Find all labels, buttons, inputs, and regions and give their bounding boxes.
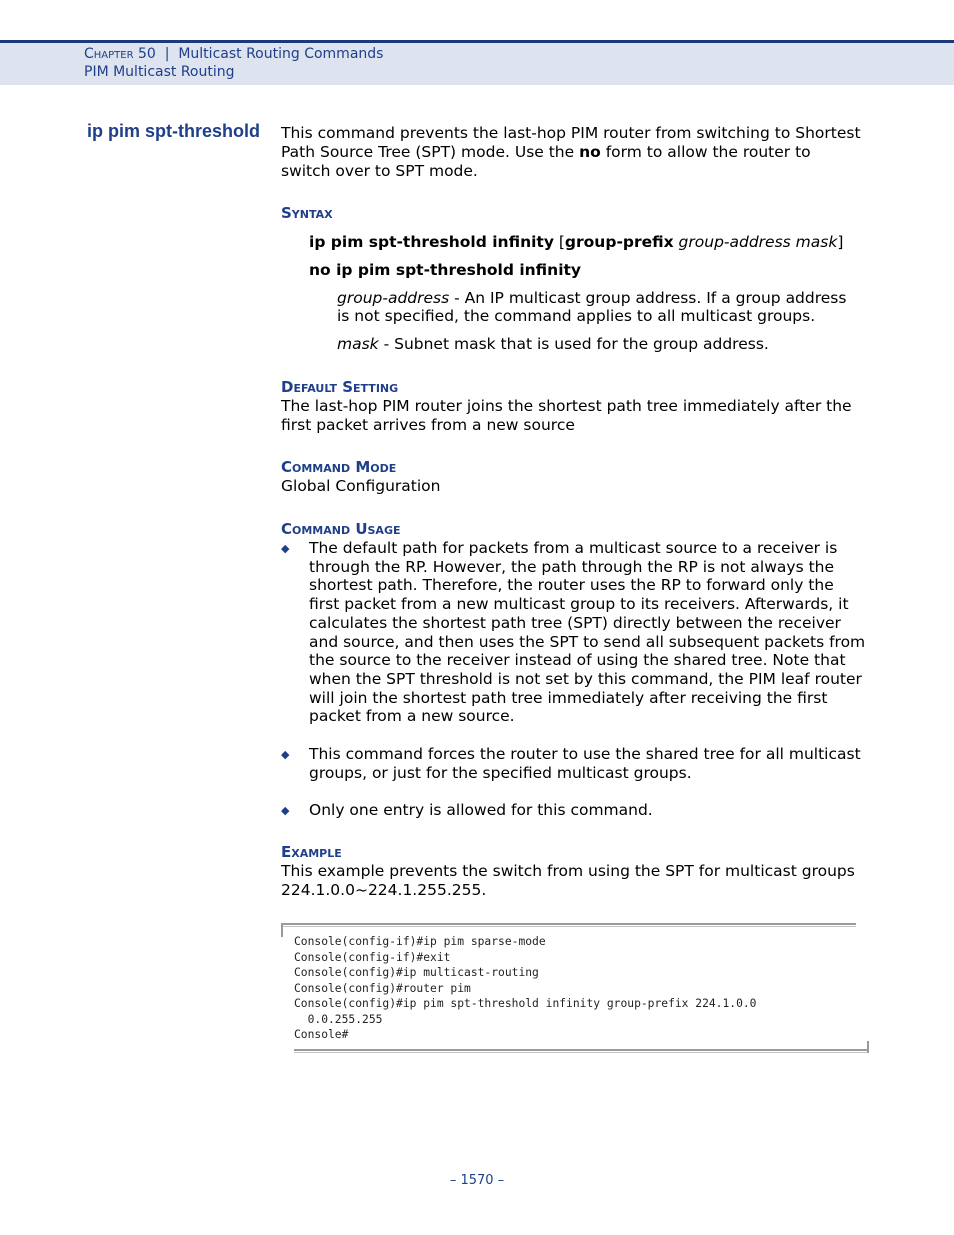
param-group-address: group-address - An IP multicast group address. If a group address [337, 289, 847, 307]
section-title: PIM Multicast Routing [84, 64, 235, 80]
chapter-header [84, 46, 383, 62]
chapter-title: Multicast Routing Commands [178, 46, 384, 62]
default-setting-line-2: first packet arrives from a new source [281, 416, 575, 434]
default-setting-heading: Default Setting [281, 378, 399, 396]
usage-bullet-3: Only one entry is allowed for this command. [309, 801, 653, 819]
code-block [294, 934, 757, 1043]
diamond-bullet-icon: ◆ [281, 748, 290, 761]
default-setting-line-1: The last-hop PIM router joins the shortest path tree immediately after the [281, 397, 852, 415]
usage-bullet-2: This command forces the router to use the shared tree for all multicast groups, or just for the specified multicast groups. [309, 745, 861, 782]
syntax-line-1: ip pim spt-threshold infinity [group-prefix group-address mask] [309, 233, 844, 251]
param-mask: mask - Subnet mask that is used for the group address. [337, 335, 769, 353]
command-mode-text: Global Configuration [281, 477, 441, 495]
code-line: Console(config)#router pim [294, 981, 471, 995]
example-line-1: This example prevents the switch from using the SPT for multicast groups [281, 862, 855, 880]
chapter-number: Chapter 50 [84, 46, 156, 62]
no-keyword: no [579, 143, 601, 161]
intro-line-2: Path Source Tree (SPT) mode. Use the no form to allow the router to [281, 143, 811, 161]
command-name: ip pim spt-threshold [87, 121, 260, 141]
param-group-address-cont: is not specified, the command applies to all multicast groups. [337, 307, 816, 325]
code-line: Console(config-if)#exit [294, 950, 451, 964]
intro-line-3: switch over to SPT mode. [281, 162, 478, 180]
code-line: Console(config-if)#ip pim sparse-mode [294, 935, 546, 948]
command-mode-heading: Command Mode [281, 458, 397, 476]
command-usage-heading: Command Usage [281, 520, 401, 538]
page-number: – 1570 – [449, 1173, 505, 1188]
code-line: 0.0.255.255 [294, 1012, 383, 1026]
usage-bullet-1: The default path for packets from a multicast source to a receiver is through the RP. However, the path through the RP is not always the shortest path. Therefore, the router uses the RP to forward only the first packet from a new multicast group to its receivers. Afterwards, it calculates the shortest path tree (SPT) directly between the receiver and source, and then uses the SPT to send all subsequent packets from the source to the receiver instead of using the shared tree. Note that when the SPT threshold is not set by this command, the PIM leaf router will join the shortest path tree immediately after receiving the first packet from a new source. [309, 539, 866, 726]
code-line: Console(config)#ip pim spt-threshold infinity group-prefix 224.1.0.0 [294, 997, 757, 1010]
example-line-2: 224.1.0.0~224.1.255.255. [281, 881, 487, 899]
code-line: Console(config)#ip multicast-routing [294, 966, 539, 979]
diamond-bullet-icon: ◆ [281, 804, 290, 817]
syntax-line-2: no ip pim spt-threshold infinity [309, 261, 582, 279]
syntax-heading: Syntax [281, 204, 333, 222]
header-separator: | [164, 46, 170, 62]
code-line: Console# [294, 1028, 349, 1041]
diamond-bullet-icon: ◆ [281, 542, 290, 555]
example-heading: Example [281, 843, 342, 861]
intro-line-1: This command prevents the last-hop PIM router from switching to Shortest [281, 124, 861, 142]
code-example-box [281, 923, 869, 1057]
